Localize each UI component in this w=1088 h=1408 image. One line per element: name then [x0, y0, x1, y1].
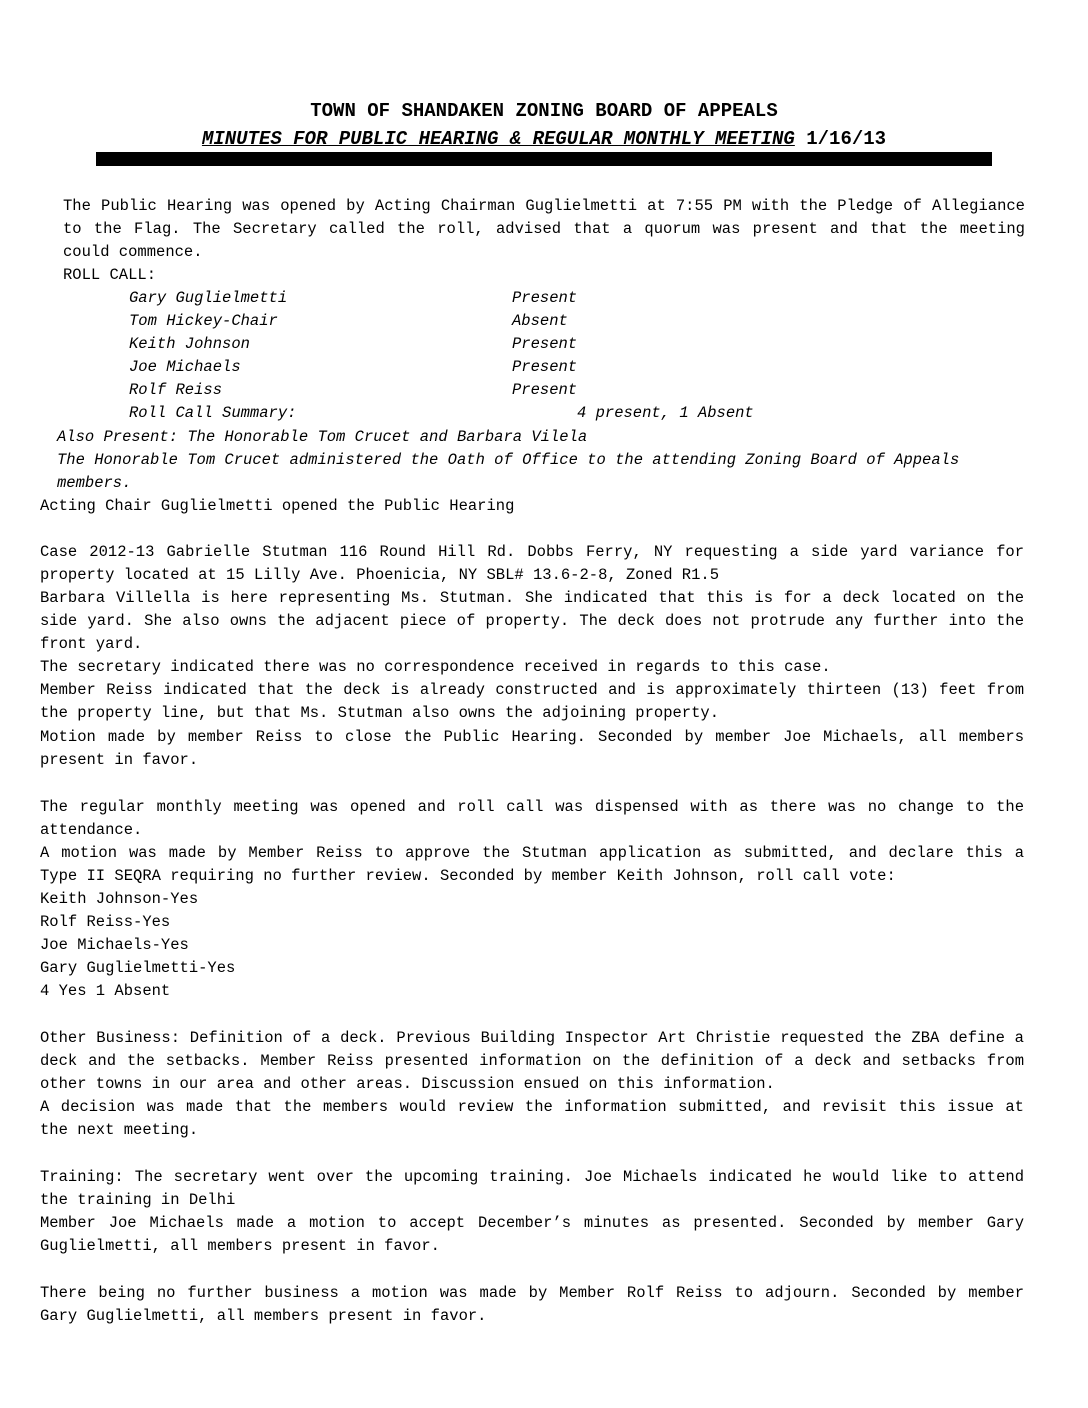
roll-call-row — [63, 379, 1023, 402]
vote-tally: 4 Yes 1 Absent — [40, 982, 171, 1000]
vote-list — [40, 888, 1024, 1003]
roll-call-label: ROLL CALL: — [63, 266, 157, 284]
roll-call-row — [63, 287, 1023, 310]
vote-entry: Gary Guglielmetti-Yes — [40, 959, 236, 977]
hearing-opened: Acting Chair Guglielmetti opened the Public Hearing — [40, 497, 515, 515]
vote-entry: Keith Johnson-Yes — [40, 890, 199, 908]
case-description: Case 2012-13 Gabrielle Stutman 116 Round Hill Rd. Dobbs Ferry, NY requesting a side yard variance for property located at 15 Lilly Ave. Phoenicia, NY SBL# 13.6-2-8, Zoned R1.5 — [40, 543, 1024, 584]
member-status: Present — [512, 358, 578, 376]
meeting-date: 1/16/13 — [794, 128, 887, 150]
roll-call-label-row — [63, 264, 1023, 287]
minutes-title: MINUTES FOR PUBLIC HEARING & REGULAR MONTHLY MEETING — [201, 128, 795, 150]
roll-call-summary-value: 4 present, 1 Absent — [577, 404, 754, 422]
header-rule — [96, 152, 992, 166]
vote-entry: Rolf Reiss-Yes — [40, 913, 171, 931]
other-business-section — [40, 1027, 1024, 1142]
minutes-motion: Member Joe Michaels made a motion to accept December’s minutes as presented. Seconded by member Gary Guglielmetti, all members present in favor. — [40, 1214, 1024, 1255]
also-present: Also Present: The Honorable Tom Crucet and Barbara Vilela — [57, 428, 588, 446]
member-name: Joe Michaels — [129, 358, 241, 376]
roll-call-row — [63, 310, 1023, 333]
roll-call-summary-row — [63, 402, 1023, 425]
member-name: Gary Guglielmetti — [129, 289, 288, 307]
close-hearing-motion: Motion made by member Reiss to close the Public Hearing. Seconded by member Joe Michaels, all members present in favor. — [40, 728, 1024, 769]
member-status: Absent — [512, 312, 568, 330]
other-business-decision: A decision was made that the members would review the information submitted, and revisit this issue at the next meeting. — [40, 1098, 1024, 1139]
member-name: Tom Hickey-Chair — [129, 312, 278, 330]
oath-statement: The Honorable Tom Crucet administered the Oath of Office to the attending Zoning Board of Appeals members. — [57, 451, 960, 492]
intro-paragraph: The Public Hearing was opened by Acting Chairman Guglielmetti at 7:55 PM with the Pledge of Allegiance to the Flag. The Secretary called the roll, advised that a quorum was present and that the meeting could commence. — [63, 197, 1025, 261]
document-header — [0, 97, 1088, 153]
minutes-title-line — [0, 125, 1088, 153]
member-status: Present — [512, 381, 578, 399]
case-representation: Barbara Villella is here representing Ms. Stutman. She indicated that this is for a deck located on the side yard. She also owns the adjacent piece of property. The deck does not protrude any further into the front yard. — [40, 589, 1024, 653]
roll-call-section — [63, 264, 1023, 425]
adjourn-paragraph: There being no further business a motion was made by Member Rolf Reiss to adjourn. Seconded by member Gary Guglielmetti, all members present in favor. — [40, 1284, 1024, 1325]
case-correspondence: The secretary indicated there was no correspondence received in regards to this case. — [40, 658, 831, 676]
member-name: Keith Johnson — [129, 335, 250, 353]
other-business-text: Other Business: Definition of a deck. Previous Building Inspector Art Christie requested the ZBA define a deck and the setbacks. Member Reiss presented information on the definition of a deck and setbacks from other towns in our area and other areas. Discussion ensued on this information. — [40, 1029, 1024, 1093]
roll-call-summary-label: Roll Call Summary: — [129, 404, 297, 422]
member-status: Present — [512, 335, 578, 353]
training-text: Training: The secretary went over the upcoming training. Joe Michaels indicated he would like to attend the training in Delhi — [40, 1168, 1024, 1209]
approval-motion: A motion was made by Member Reiss to approve the Stutman application as submitted, and declare this a Type II SEQRA requiring no further review. Seconded by member Keith Johnson, roll call vote: — [40, 844, 1024, 885]
training-section — [40, 1166, 1024, 1258]
member-status: Present — [512, 289, 578, 307]
regular-meeting-section — [40, 796, 1024, 888]
org-title: TOWN OF SHANDAKEN ZONING BOARD OF APPEALS — [310, 100, 778, 122]
regular-meeting-opened: The regular monthly meeting was opened and roll call was dispensed with as there was no change to the attendance. — [40, 798, 1024, 839]
case-section — [40, 541, 1024, 725]
member-name: Rolf Reiss — [129, 381, 223, 399]
case-reiss-note: Member Reiss indicated that the deck is already constructed and is approximately thirteen (13) feet from the property line, but that Ms. Stutman also owns the adjoining property. — [40, 681, 1024, 722]
roll-call-row — [63, 333, 1023, 356]
vote-entry: Joe Michaels-Yes — [40, 936, 189, 954]
roll-call-row — [63, 356, 1023, 379]
